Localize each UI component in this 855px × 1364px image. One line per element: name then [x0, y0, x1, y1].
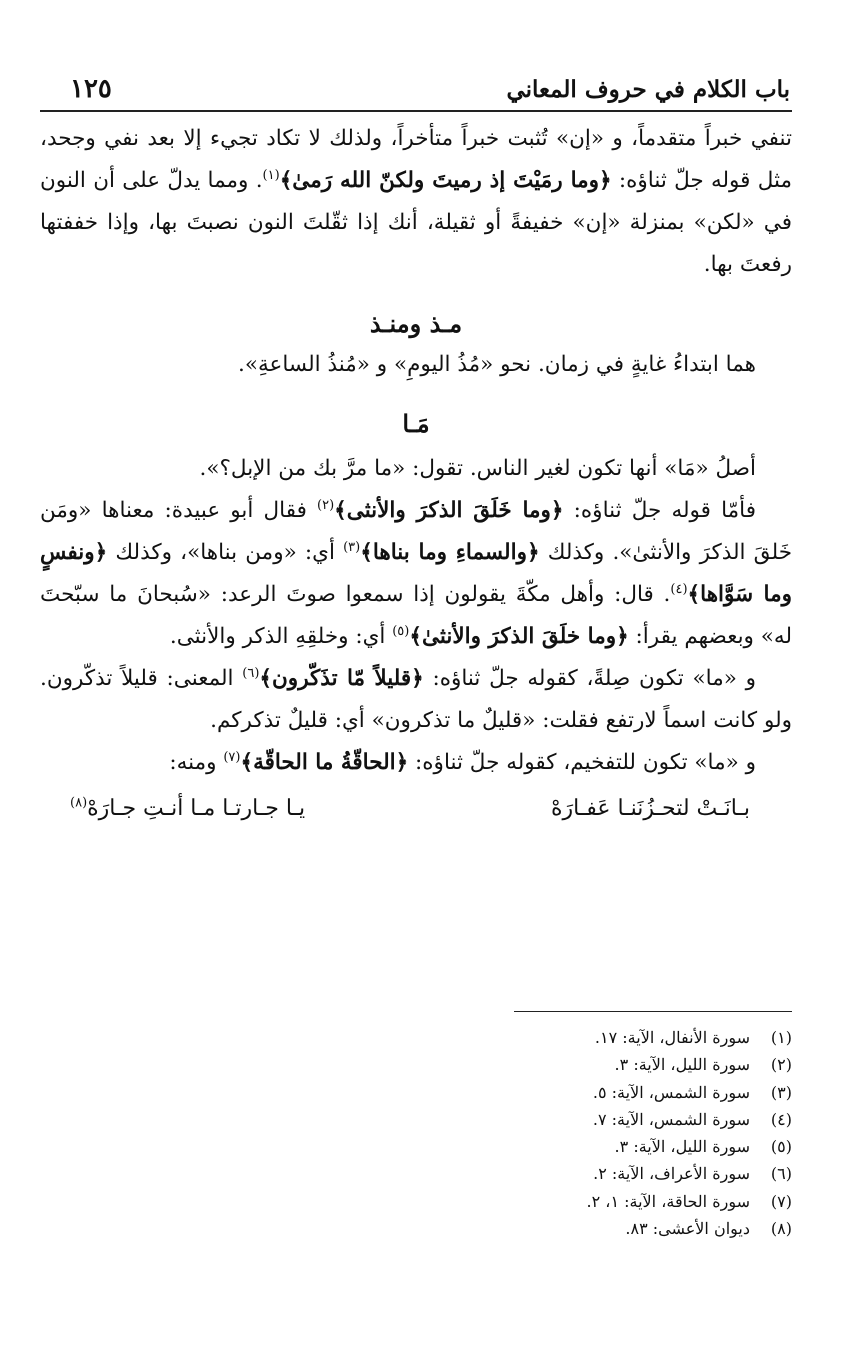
quran-verse: ﴿الحاقّةُ ما الحاقّة﴾: [240, 750, 409, 775]
paragraph-ma-tafkhim: [40, 742, 792, 784]
running-head: باب الكلام في حروف المعاني: [506, 76, 790, 103]
text-run: تنفي خبراً متقدماً، و «إن» تُثبت خبراً متأخراً، ولذلك لا تكاد تجيء إلا بعد نفي وجحد، مثل قوله جلّ ثناؤه:: [40, 126, 792, 193]
footnote-ref: (١): [262, 167, 280, 183]
footnote-text: سورة الليل، الآية: ٣.: [614, 1055, 750, 1075]
text-run: أي: وخلقِهِ الذكر والأنثى.: [169, 624, 393, 649]
footnote-ref: (٨): [70, 795, 88, 811]
footnotes-list: [392, 1024, 792, 1242]
quran-verse: ﴿قليلاً مّا تذَكّرون﴾: [259, 666, 424, 691]
footnote-ref: (٣): [343, 539, 361, 555]
text-run: أي: «ومن بناها»، وكذلك: [107, 540, 344, 565]
text-run: و «ما» تكون صِلةً، كقوله جلّ ثناؤه:: [423, 666, 756, 691]
footnote-item: [392, 1024, 792, 1051]
text-run: . قال: وأهل مكّةَ يقولون إذا سمعوا صوتَ الرعد: «سُبحانَ ما سبّحتَ له» وبعضهم يقرأ:: [40, 582, 792, 649]
quran-verse: ﴿ونفسٍ وما سَوَّاها﴾: [40, 540, 792, 607]
text-run: المعنى: قليلاً تذكّرون. ولو كانت اسماً لارتفع فقلت: «قليلٌ ما تذكرون» أي: قليلٌ تذكركم.: [40, 666, 792, 733]
footnote-text: ديوان الأعشى: ٨٣.: [625, 1219, 750, 1239]
footnote-text: سورة الليل، الآية: ٣.: [614, 1137, 750, 1157]
poem-hemistich-first: بـانَـتْ لتحـزُنَنـا عَفـارَهْ: [550, 796, 750, 821]
page-number: ١٢٥: [70, 74, 112, 104]
footnote-number: (٨): [770, 1219, 792, 1239]
footnote-item: [392, 1215, 792, 1242]
quran-verse: ﴿وما رمَيْتَ إذ رميتَ ولكنّ الله رَمىٰ﴾: [279, 168, 612, 193]
footnote-item: [392, 1051, 792, 1078]
quran-verse: ﴿والسماءِ وما بناها﴾: [360, 540, 540, 565]
footnote-divider: [514, 1011, 792, 1012]
poem-text: يـا جـارتـا مـا أنـتِ جـارَهْ: [87, 796, 306, 821]
quran-verse: ﴿وما خلَقَ الذكرَ والأنثىٰ﴾: [409, 624, 629, 649]
footnote-ref: (٢): [317, 497, 335, 513]
text-run: فأمّا قوله جلّ ثناؤه:: [563, 498, 756, 523]
footnote-number: (٥): [770, 1137, 792, 1157]
section-heading-mudh-mundhu: مـذ ومنـذ: [369, 309, 463, 338]
footnote-number: (٣): [770, 1082, 792, 1102]
paragraph-mudh: هما ابتداءُ غايةٍ في زمان. نحو «مُذُ اليومِ» و «مُنذُ الساعةِ».: [238, 352, 756, 377]
footnote-ref: (٤): [670, 581, 688, 597]
section-heading-ma: مَـا: [402, 409, 430, 438]
page-header: [40, 70, 792, 112]
footnote-item: [392, 1188, 792, 1215]
footnote-text: سورة الشمس، الآية: ٧.: [592, 1109, 750, 1129]
text-run: فقال أبو عبيدة: معناها «ومَن خَلقَ الذكرَ والأنثىٰ». وكذلك: [40, 498, 792, 565]
footnote-text: سورة الأنفال، الآية: ١٧.: [594, 1028, 750, 1047]
quran-verse: ﴿وما خَلَقَ الذكرَ والأنثى﴾: [334, 498, 564, 523]
main-text: [40, 118, 792, 830]
footnote-number: (٦): [770, 1164, 792, 1184]
footnote-item: [392, 1079, 792, 1106]
footnote-text: سورة الحاقة، الآية: ١، ٢.: [586, 1191, 750, 1211]
poem-hemistich-second: [70, 788, 305, 830]
paragraph-ma-origin: أصلُ «مَا» أنها تكون لغير الناس. تقول: «ما مرَّ بك من الإبل؟».: [199, 456, 756, 481]
footnote-item: [392, 1106, 792, 1133]
text-run: ومنه:: [169, 750, 224, 775]
footnote-number: (١): [770, 1028, 792, 1047]
paragraph-ma-sila: [40, 658, 792, 742]
paragraph-ma-examples: [40, 490, 792, 658]
footnote-ref: (٦): [242, 665, 260, 681]
footnote-ref: (٥): [392, 623, 410, 639]
footnote-number: (٤): [770, 1109, 792, 1129]
footnote-item: [392, 1160, 792, 1187]
footnote-text: سورة الأعراف، الآية: ٢.: [593, 1164, 750, 1184]
footnote-number: (٢): [770, 1055, 792, 1075]
footnote-ref: (٧): [223, 749, 241, 765]
poem-verse: [40, 788, 792, 830]
footnote-item: [392, 1133, 792, 1160]
text-run: و «ما» تكون للتفخيم، كقوله جلّ ثناؤه:: [408, 750, 756, 775]
paragraph-lakin: [40, 118, 792, 286]
footnote-number: (٧): [770, 1191, 792, 1211]
footnote-text: سورة الشمس، الآية: ٥.: [592, 1082, 750, 1102]
text-run: . ومما يدلّ على أن النون في «لكن» بمنزلة «إن» خفيفةً أو ثقيلة، أنك إذا ثقّلتَ النون نصبتَ بها، وإذا خففتها رفعتَ بها.: [40, 168, 792, 277]
